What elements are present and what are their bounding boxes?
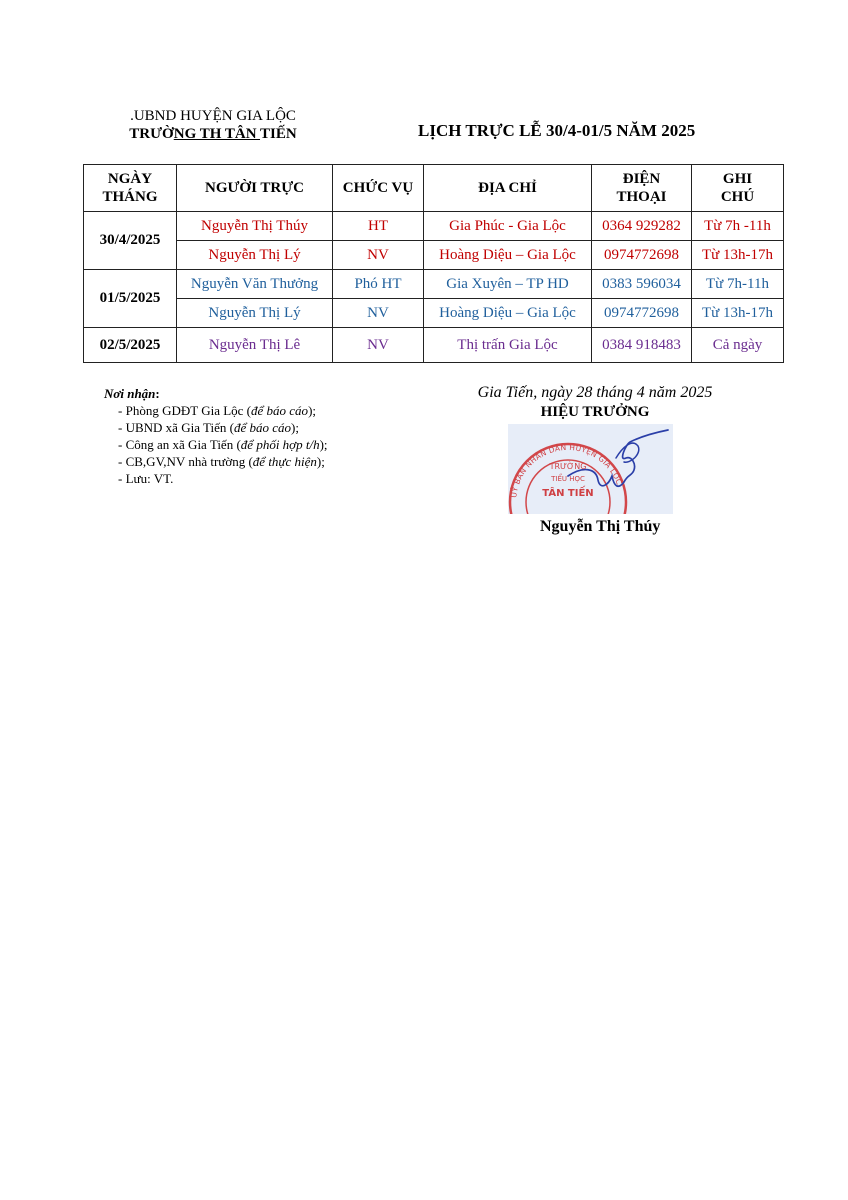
signer-name: Nguyễn Thị Thúy (540, 518, 661, 535)
svg-text:TÂN TIẾN: TÂN TIẾN (542, 488, 594, 499)
recipients-list (104, 402, 328, 487)
note-cell: Từ 7h-11h (692, 270, 784, 299)
address-cell: Thị trấn Gia Lộc (424, 328, 592, 363)
note-cell: Từ 13h-17h (692, 299, 784, 328)
school-underlined: NG TH TÂN (173, 126, 261, 142)
signature-block (440, 383, 750, 421)
school-suffix: TIẾN (260, 126, 297, 142)
header-address: ĐỊA CHỈ (424, 165, 592, 212)
stamp-seal-icon (508, 424, 673, 514)
position-cell: NV (333, 241, 424, 270)
issuer-org: .UBND HUYỆN GIA LỘC (130, 108, 296, 124)
table-row (84, 299, 784, 328)
date-cell: 30/4/2025 (84, 212, 177, 270)
position-cell: NV (333, 299, 424, 328)
header-phone: ĐIỆN THOẠI (592, 165, 692, 212)
header-note: GHI CHÚ (692, 165, 784, 212)
table-row (84, 241, 784, 270)
person-cell: Nguyễn Thị Thúy (177, 212, 333, 241)
list-item: - UBND xã Gia Tiến (để báo cáo); (118, 419, 328, 436)
table-row (84, 328, 784, 363)
phone-cell: 0384 918483 (592, 328, 692, 363)
svg-text:TRƯỜNG: TRƯỜNG (549, 462, 587, 471)
address-cell: Gia Phúc - Gia Lộc (424, 212, 592, 241)
list-item: - Công an xã Gia Tiến (để phối hợp t/h); (118, 436, 328, 453)
svg-text:UỶ BAN NHÂN DÂN HUYỆN GIA LỘC: UỶ BAN NHÂN DÂN HUYỆN GIA LỘC (509, 442, 624, 499)
person-cell: Nguyễn Thị Lê (177, 328, 333, 363)
signer-role: HIỆU TRƯỞNG (540, 404, 650, 420)
table-row (84, 212, 784, 241)
list-item: - Lưu: VT. (118, 470, 328, 487)
recipients-block (104, 385, 328, 487)
phone-cell: 0364 929282 (592, 212, 692, 241)
duty-schedule-table (83, 164, 784, 363)
position-cell: Phó HT (333, 270, 424, 299)
person-cell: Nguyễn Thị Lý (177, 241, 333, 270)
header-person: NGƯỜI TRỰC (177, 165, 333, 212)
table-row (84, 270, 784, 299)
person-cell: Nguyễn Thị Lý (177, 299, 333, 328)
official-stamp (508, 424, 673, 514)
phone-cell: 0974772698 (592, 299, 692, 328)
issuer-block (108, 107, 318, 143)
address-cell: Gia Xuyên – TP HD (424, 270, 592, 299)
header-position: CHỨC VỤ (333, 165, 424, 212)
address-cell: Hoàng Diệu – Gia Lộc (424, 299, 592, 328)
phone-cell: 0974772698 (592, 241, 692, 270)
note-cell: Từ 7h -11h (692, 212, 784, 241)
table-header-row (84, 165, 784, 212)
address-cell: Hoàng Diệu – Gia Lộc (424, 241, 592, 270)
issuer-school (108, 125, 318, 143)
recipients-label: Nơi nhận: (104, 386, 160, 401)
phone-cell: 0383 596034 (592, 270, 692, 299)
position-cell: HT (333, 212, 424, 241)
header-date: NGÀY THÁNG (84, 165, 177, 212)
position-cell: NV (333, 328, 424, 363)
list-item: - Phòng GDĐT Gia Lộc (để báo cáo); (118, 402, 328, 419)
note-cell: Từ 13h-17h (692, 241, 784, 270)
list-item: - CB,GV,NV nhà trường (để thực hiện); (118, 453, 328, 470)
document-title: LỊCH TRỰC LỄ 30/4-01/5 NĂM 2025 (418, 121, 696, 140)
date-cell: 02/5/2025 (84, 328, 177, 363)
place-date: Gia Tiến, ngày 28 tháng 4 năm 2025 (477, 384, 713, 401)
school-prefix: TRƯỜ (129, 126, 174, 142)
note-cell: Cả ngày (692, 328, 784, 363)
person-cell: Nguyễn Văn Thưởng (177, 270, 333, 299)
date-cell: 01/5/2025 (84, 270, 177, 328)
svg-text:TIỂU HỌC: TIỂU HỌC (551, 475, 585, 483)
